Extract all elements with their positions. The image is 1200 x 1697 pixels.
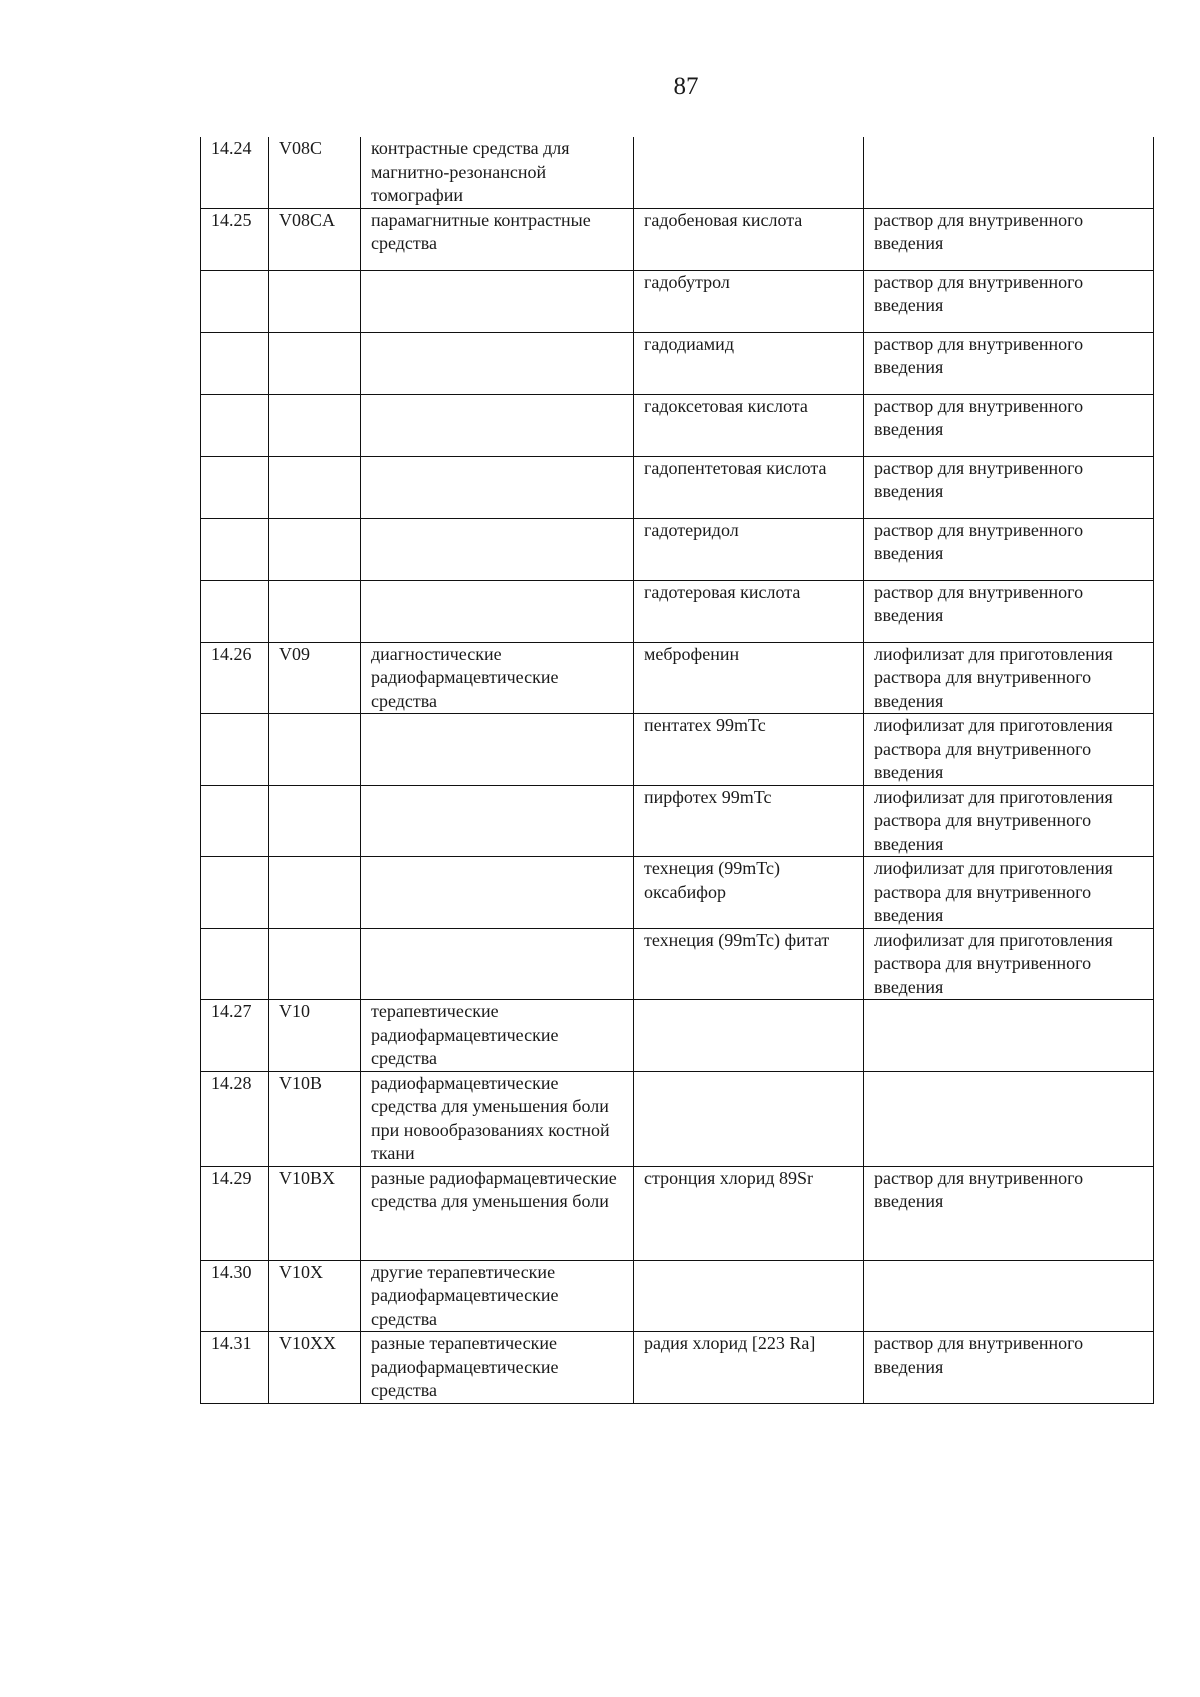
table-row bbox=[201, 394, 1154, 456]
table-row bbox=[201, 928, 1154, 1000]
drug-name-cell: гадоксетовая кислота bbox=[634, 394, 864, 456]
anatomical-group-cell bbox=[361, 456, 634, 518]
drug-name-cell: гадодиамид bbox=[634, 332, 864, 394]
table-row bbox=[201, 208, 1154, 270]
row-number-cell: 14.25 bbox=[201, 208, 269, 270]
anatomical-group-cell bbox=[361, 928, 634, 1000]
row-number-cell bbox=[201, 785, 269, 857]
row-number-cell: 14.29 bbox=[201, 1166, 269, 1260]
row-number-cell: 14.30 bbox=[201, 1260, 269, 1332]
table-row bbox=[201, 137, 1154, 208]
anatomical-group-cell bbox=[361, 332, 634, 394]
drug-name-cell: меброфенин bbox=[634, 642, 864, 714]
dosage-form-cell: раствор для внутривенного введения bbox=[864, 518, 1154, 580]
anatomical-group-cell: разные радиофармацевтические средства для уменьшения боли bbox=[361, 1166, 634, 1260]
dosage-form-cell: раствор для внутривенного введения bbox=[864, 456, 1154, 518]
dosage-form-cell: раствор для внутривенного введения bbox=[864, 208, 1154, 270]
dosage-form-cell bbox=[864, 137, 1154, 208]
atc-code-cell: V08C bbox=[269, 137, 361, 208]
drug-name-cell: гадопентетовая кислота bbox=[634, 456, 864, 518]
dosage-form-cell: лиофилизат для приготовления раствора для внутривенного введения bbox=[864, 857, 1154, 929]
atc-code-cell: V10BX bbox=[269, 1166, 361, 1260]
dosage-form-cell: раствор для внутривенного введения bbox=[864, 332, 1154, 394]
dosage-form-cell: раствор для внутривенного введения bbox=[864, 580, 1154, 642]
dosage-form-cell bbox=[864, 1000, 1154, 1072]
drug-name-cell: пентатех 99mTc bbox=[634, 714, 864, 786]
table-row bbox=[201, 1000, 1154, 1072]
table-row bbox=[201, 714, 1154, 786]
atc-code-cell bbox=[269, 785, 361, 857]
anatomical-group-cell bbox=[361, 394, 634, 456]
drug-name-cell bbox=[634, 1260, 864, 1332]
row-number-cell bbox=[201, 332, 269, 394]
drug-name-cell: гадобеновая кислота bbox=[634, 208, 864, 270]
anatomical-group-cell bbox=[361, 580, 634, 642]
dosage-form-cell bbox=[864, 1071, 1154, 1166]
table-row bbox=[201, 270, 1154, 332]
dosage-form-cell bbox=[864, 1260, 1154, 1332]
drug-name-cell: гадобутрол bbox=[634, 270, 864, 332]
row-number-cell bbox=[201, 270, 269, 332]
atc-code-cell: V09 bbox=[269, 642, 361, 714]
row-number-cell: 14.28 bbox=[201, 1071, 269, 1166]
drug-name-cell bbox=[634, 137, 864, 208]
table-row bbox=[201, 857, 1154, 929]
dosage-form-cell: лиофилизат для приготовления раствора для внутривенного введения bbox=[864, 642, 1154, 714]
drug-name-cell: стронция хлорид 89Sr bbox=[634, 1166, 864, 1260]
dosage-form-cell: раствор для внутривенного введения bbox=[864, 1166, 1154, 1260]
drug-name-cell: технеция (99mTc) оксабифор bbox=[634, 857, 864, 929]
row-number-cell: 14.24 bbox=[201, 137, 269, 208]
anatomical-group-cell: другие терапевтические радиофармацевтические средства bbox=[361, 1260, 634, 1332]
drug-name-cell: гадотеровая кислота bbox=[634, 580, 864, 642]
drug-name-cell bbox=[634, 1000, 864, 1072]
table-row bbox=[201, 1332, 1154, 1404]
anatomical-group-cell: диагностические радиофармацевтические средства bbox=[361, 642, 634, 714]
dosage-form-cell: лиофилизат для приготовления раствора для внутривенного введения bbox=[864, 714, 1154, 786]
drug-name-cell: пирфотех 99mTc bbox=[634, 785, 864, 857]
table-row bbox=[201, 642, 1154, 714]
atc-code-cell bbox=[269, 857, 361, 929]
dosage-form-cell: лиофилизат для приготовления раствора для внутривенного введения bbox=[864, 785, 1154, 857]
dosage-form-cell: лиофилизат для приготовления раствора для внутривенного введения bbox=[864, 928, 1154, 1000]
drug-name-cell: радия хлорид [223 Ra] bbox=[634, 1332, 864, 1404]
anatomical-group-cell bbox=[361, 714, 634, 786]
row-number-cell bbox=[201, 928, 269, 1000]
page-number: 87 bbox=[673, 73, 699, 100]
anatomical-group-cell: контрастные средства для магнитно-резонансной томографии bbox=[361, 137, 634, 208]
atc-code-cell bbox=[269, 270, 361, 332]
atc-code-cell bbox=[269, 332, 361, 394]
table-row bbox=[201, 518, 1154, 580]
table-row bbox=[201, 456, 1154, 518]
anatomical-group-cell: радиофармацевтические средства для уменьшения боли при новообразованиях костной ткани bbox=[361, 1071, 634, 1166]
atc-code-cell: V10B bbox=[269, 1071, 361, 1166]
atc-code-cell bbox=[269, 580, 361, 642]
anatomical-group-cell: парамагнитные контрастные средства bbox=[361, 208, 634, 270]
anatomical-group-cell: терапевтические радиофармацевтические средства bbox=[361, 1000, 634, 1072]
atc-code-cell bbox=[269, 394, 361, 456]
row-number-cell bbox=[201, 580, 269, 642]
drug-name-cell: технеция (99mTc) фитат bbox=[634, 928, 864, 1000]
dosage-form-cell: раствор для внутривенного введения bbox=[864, 394, 1154, 456]
atc-code-cell bbox=[269, 928, 361, 1000]
row-number-cell bbox=[201, 456, 269, 518]
atc-code-cell: V08CA bbox=[269, 208, 361, 270]
drug-list-table bbox=[200, 137, 1154, 1404]
anatomical-group-cell bbox=[361, 785, 634, 857]
drug-name-cell: гадотеридол bbox=[634, 518, 864, 580]
drug-name-cell bbox=[634, 1071, 864, 1166]
anatomical-group-cell bbox=[361, 857, 634, 929]
table-row bbox=[201, 1166, 1154, 1260]
atc-code-cell bbox=[269, 456, 361, 518]
row-number-cell bbox=[201, 394, 269, 456]
atc-code-cell: V10XX bbox=[269, 1332, 361, 1404]
anatomical-group-cell bbox=[361, 518, 634, 580]
table-body bbox=[201, 137, 1154, 1403]
row-number-cell: 14.31 bbox=[201, 1332, 269, 1404]
table-row bbox=[201, 580, 1154, 642]
table-row bbox=[201, 1071, 1154, 1166]
row-number-cell bbox=[201, 857, 269, 929]
atc-code-cell: V10X bbox=[269, 1260, 361, 1332]
table-row bbox=[201, 785, 1154, 857]
row-number-cell: 14.27 bbox=[201, 1000, 269, 1072]
atc-code-cell bbox=[269, 714, 361, 786]
dosage-form-cell: раствор для внутривенного введения bbox=[864, 270, 1154, 332]
table-row bbox=[201, 1260, 1154, 1332]
anatomical-group-cell bbox=[361, 270, 634, 332]
row-number-cell: 14.26 bbox=[201, 642, 269, 714]
table-row bbox=[201, 332, 1154, 394]
dosage-form-cell: раствор для внутривенного введения bbox=[864, 1332, 1154, 1404]
row-number-cell bbox=[201, 518, 269, 580]
atc-code-cell: V10 bbox=[269, 1000, 361, 1072]
row-number-cell bbox=[201, 714, 269, 786]
atc-code-cell bbox=[269, 518, 361, 580]
anatomical-group-cell: разные терапевтические радиофармацевтические средства bbox=[361, 1332, 634, 1404]
